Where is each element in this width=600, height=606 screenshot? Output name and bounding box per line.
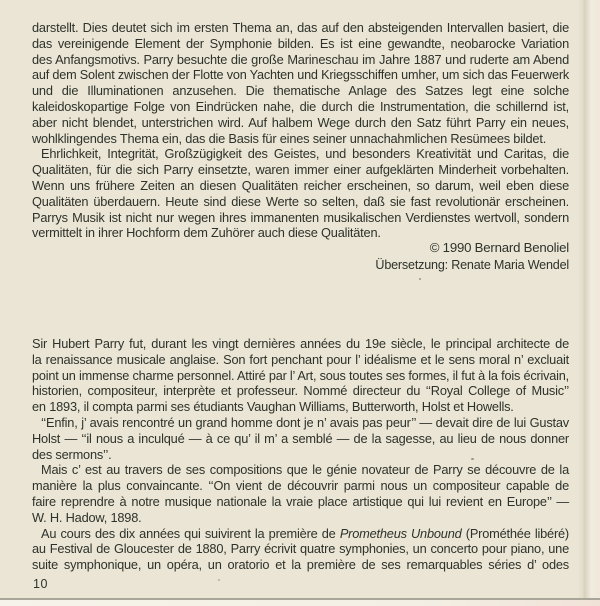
- text-line: darstellt. Dies deutet sich im ersten Thema an, das auf den absteigenden Intervallen basiert, die: [32, 20, 569, 35]
- text-line: vermittelt in ihrer Hochform dem Zuhörer auch diese Qualitäten.: [32, 225, 381, 241]
- text-line: en 1893, il compta parmi ses étudiants Vaughan Williams, Butterworth, Holst et Howells.: [32, 399, 514, 415]
- text-line: point un immense charme personnel. Attiré par l’ Art, sous toutes ses formes, il fut à la fois écrivain,: [32, 367, 569, 383]
- text-line: Qualitäten überdauern. Heute sind diese Werte so selten, daß sie fast revolutionär erscheinen.: [32, 193, 569, 209]
- text-line: auf dem Solent zwischen der Flotte von Yachten und Kriegsschiffen umher, um sich das Feuerwerk: [32, 67, 569, 83]
- text-line: und die Illuminationen anzusehen. Die thematische Anlage des Satzes legt eine solche: [32, 83, 569, 99]
- text-line: ‘‘Enfin, j’ avais rencontré un grand homme dont je n’ avais pas peur’’ — devait dire de lui Gustav: [41, 414, 569, 430]
- credits-block: [375, 240, 569, 273]
- text-line: Wenn uns frühere Zeiten an diesen Qualitäten reicher erscheinen, so darum, weil eben diese: [32, 177, 569, 193]
- text-line: Au cours des dix années qui suivirent la première de Prometheus Unbound (Prométhée libéré): [41, 525, 569, 541]
- scan-speck: [471, 458, 474, 460]
- text-line: historien, compositeur, interprète et professeur. Nommé directeur du ‘‘Royal College of Music’’: [32, 383, 569, 399]
- text-line: des sermons’’.: [32, 446, 112, 462]
- text-line: Holst — ‘‘il nous a inculqué — à ce qu’ il m’ a semblé — de la sagesse, au lieu de nous donner: [32, 430, 569, 446]
- text-line: des Anfangsmotivs. Parry besuchte die große Marineschau im Jahre 1887 und ruderte am Abend: [32, 51, 569, 67]
- page-bottom-edge: [0, 598, 600, 606]
- french-text-block: [32, 336, 569, 573]
- text-line: Qualitäten, für die sich Parry einsetzte, waren immer einer aufgeklärten Minderheit vorbehalten.: [32, 162, 569, 178]
- text-line: suite symphonique, un opéra, un oratorio et la première de ses remarquables séries d’ odes: [32, 557, 569, 573]
- text-line: W. H. Hadow, 1898.: [32, 509, 142, 525]
- text-line: Mais c’ est au travers de ses compositions que le génie novateur de Parry se découvre de la: [41, 462, 569, 478]
- translation-credit-line: Übersetzung: Renate Maria Wendel: [375, 257, 569, 272]
- text-line: Parrys Musik ist nicht nur wegen ihres immanenten musikalischen Verdienstes wertvoll, sondern: [32, 209, 569, 225]
- scan-speck: [419, 278, 421, 280]
- text-line: faire reprendre à notre musique nationale la vraie place artistique qui lui revient en Europe’’ —: [32, 493, 569, 509]
- text-line: kaleidoskopartige Folge von Eindrücken nahe, die durch die Instrumentation, die schillernd ist,: [32, 98, 569, 114]
- text-line: Sir Hubert Parry fut, durant les vingt dernières années du 19e siècle, le principal architecte de: [32, 336, 569, 351]
- text-line: la renaissance musicale anglaise. Son fort penchant pour l’ idéalisme et le sens moral n’ excluait: [32, 351, 569, 367]
- text-line: wohlklingendes Thema ein, das die Basis für eines seiner unnachahmlichen Resümees bildet.: [32, 130, 547, 146]
- text-line: das vereinigende Element der Symphonie bilden. Es ist eine gewandte, neobarocke Variation: [32, 35, 569, 51]
- page-right-edge-shadow: [578, 0, 600, 606]
- scan-speck: [218, 579, 220, 581]
- copyright-line: © 1990 Bernard Benoliel: [429, 240, 569, 255]
- text-line: aber nicht blendet, unterstrichen wird. Auf halbem Wege durch den Satz führt Parry ein neues,: [32, 114, 569, 130]
- text-line: manière la plus convaincante. ‘‘On vient de découvrir parmi nous un compositeur capable de: [32, 478, 569, 494]
- page-number: 10: [33, 577, 49, 591]
- text-line: Ehrlichkeit, Integrität, Großzügigkeit des Geistes, und besonders Kreativität und Caritas, die: [41, 146, 569, 162]
- text-line: au Festival de Gloucester de 1880, Parry écrivit quatre symphonies, un concerto pour piano, une: [32, 541, 569, 557]
- german-text-block: [32, 20, 569, 241]
